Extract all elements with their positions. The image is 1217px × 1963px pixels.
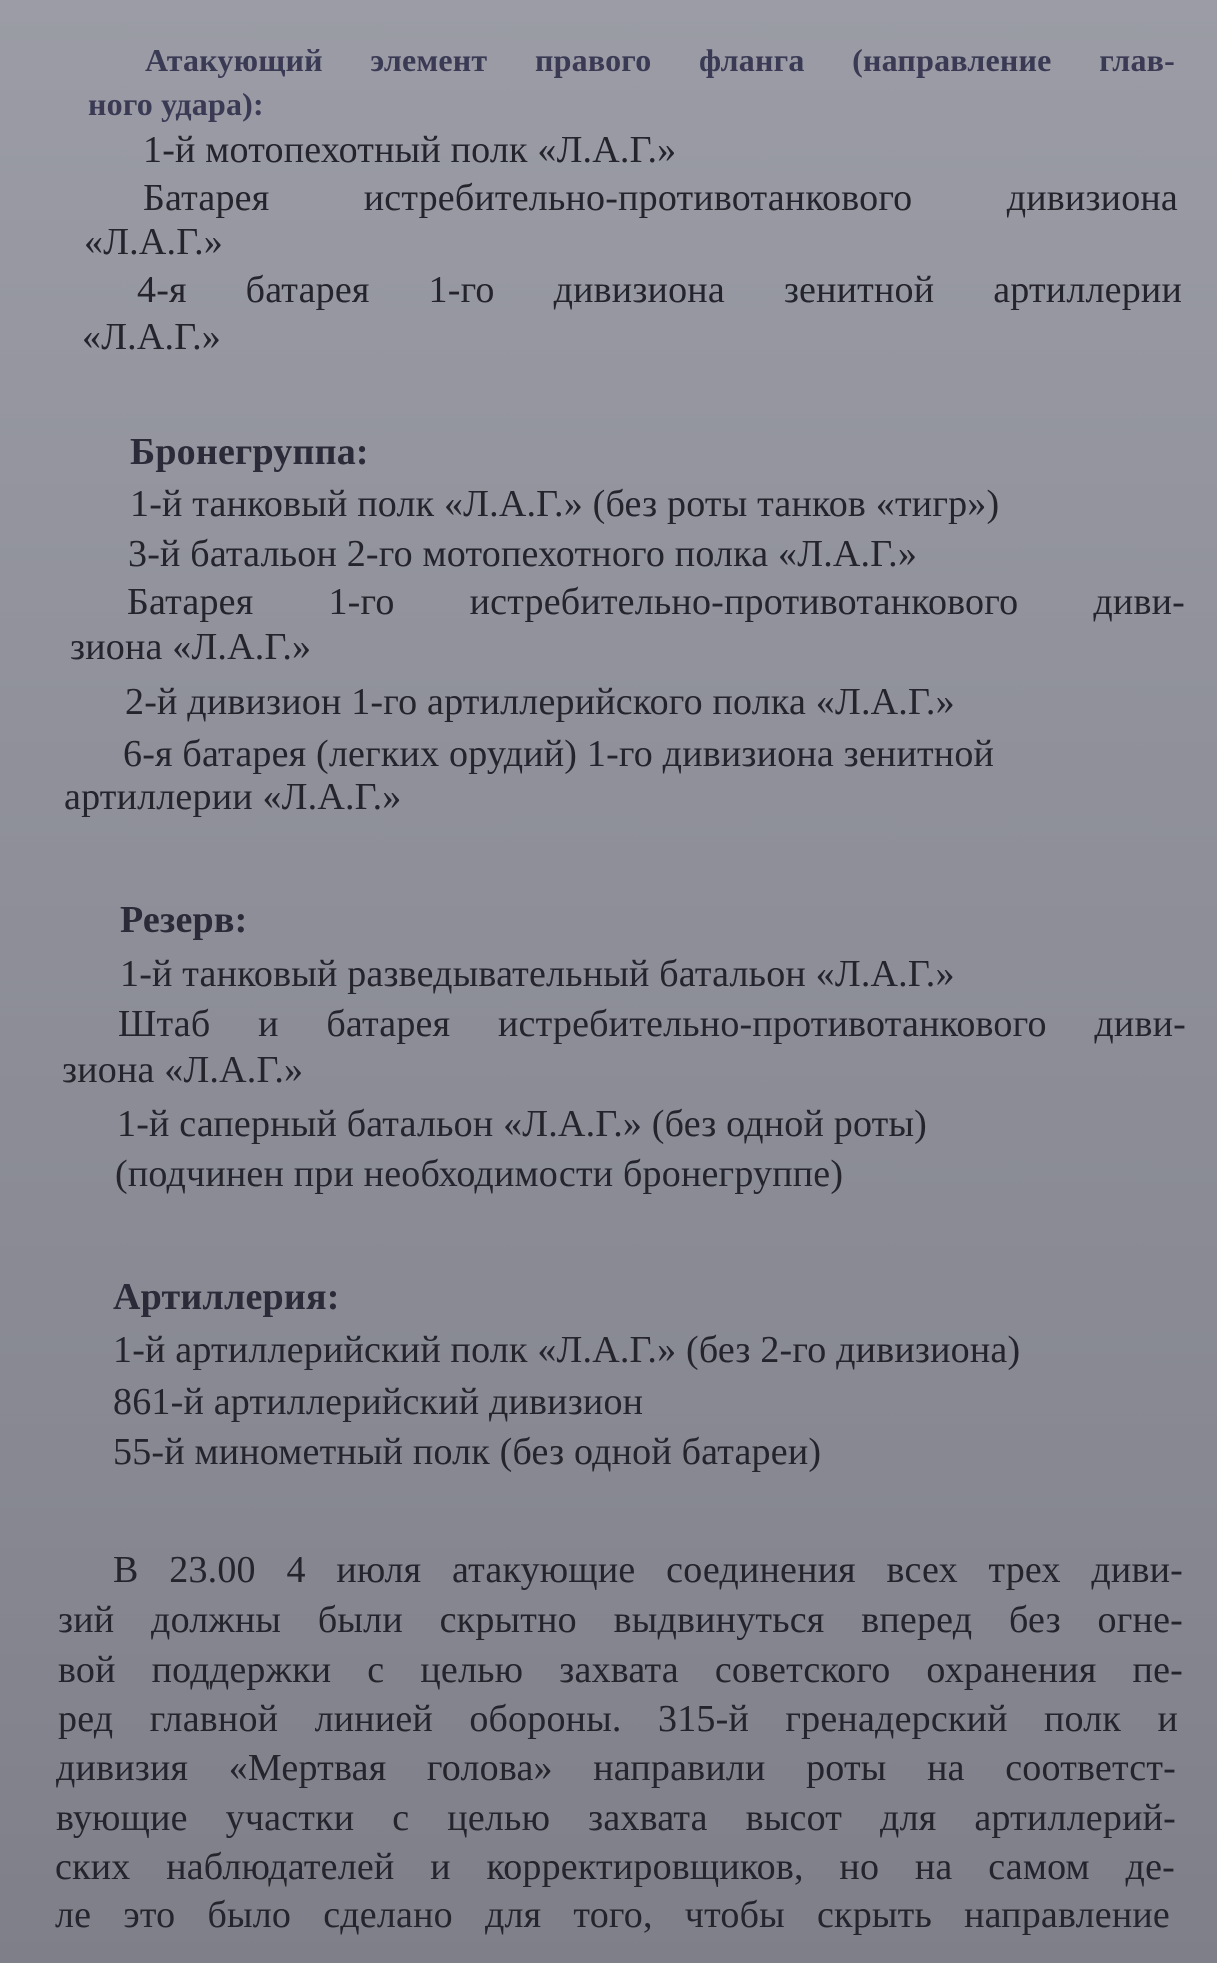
paragraph-line: дивизия «Мертвая голова» направили роты на соответст- [56,1747,1176,1789]
list-item: 1-й танковый полк «Л.А.Г.» (без роты танков «тигр») [130,483,1000,525]
list-item: 1-й мотопехотный полк «Л.А.Г.» [143,129,677,171]
list-item: 6-я батарея (легких орудий) 1-го дивизиона зенитной [123,733,995,775]
list-item: 1-й танковый разведывательный батальон «Л.А.Г.» [120,953,955,995]
paragraph-line: В 23.00 4 июля атакующие соединения всех трех диви- [113,1549,1183,1591]
list-item: 1-й саперный батальон «Л.А.Г.» (без одной роты) [117,1103,928,1145]
list-item: 3-й батальон 2-го мотопехотного полка «Л.А.Г.» [128,533,918,575]
list-item: 1-й артиллерийский полк «Л.А.Г.» (без 2-го дивизиона) [113,1329,1021,1371]
list-item: 55-й минометный полк (без одной батареи) [113,1431,822,1473]
paragraph-line: зий должны были скрытно выдвинуться вперед без огне- [58,1599,1183,1641]
paragraph-line: ле это было сделано для того, чтобы скрыть направление [55,1894,1170,1936]
list-item: Батарея истребительно-противотанкового дивизиона [143,177,1178,219]
list-item-continuation: «Л.А.Г.» [82,316,221,358]
section-heading-line: Атакующий элемент правого фланга (направление глав- [145,42,1175,78]
list-item: Штаб и батарея истребительно-противотанкового диви- [118,1003,1186,1045]
list-item: 4-я батарея 1-го дивизиона зенитной артиллерии [137,269,1182,311]
section-heading: Резерв: [120,899,248,941]
section-heading: Артиллерия: [113,1276,340,1318]
paragraph-line: вующие участки с целью захвата высот для артиллерий- [56,1797,1176,1839]
paragraph-line: ских наблюдателей и корректировщиков, но на самом де- [55,1846,1175,1888]
paragraph-line: ред главной линией обороны. 315-й гренадерский полк и [58,1698,1178,1740]
list-item-continuation: артиллерии «Л.А.Г.» [64,776,402,818]
list-item-continuation: «Л.А.Г.» [84,221,223,263]
section-heading: Бронегруппа: [130,431,369,473]
list-item: 861-й артиллерийский дивизион [113,1381,644,1423]
list-item-continuation: зиона «Л.А.Г.» [62,1049,304,1091]
list-item: (подчинен при необходимости бронегруппе) [115,1153,844,1195]
paragraph-line: вой поддержки с целью захвата советского охранения пе- [58,1649,1183,1691]
section-heading-line: ного удара): [88,86,264,122]
list-item: 2-й дивизион 1-го артиллерийского полка «Л.А.Г.» [125,681,955,723]
list-item-continuation: зиона «Л.А.Г.» [70,626,312,668]
list-item: Батарея 1-го истребительно-противотанкового диви- [127,581,1185,623]
